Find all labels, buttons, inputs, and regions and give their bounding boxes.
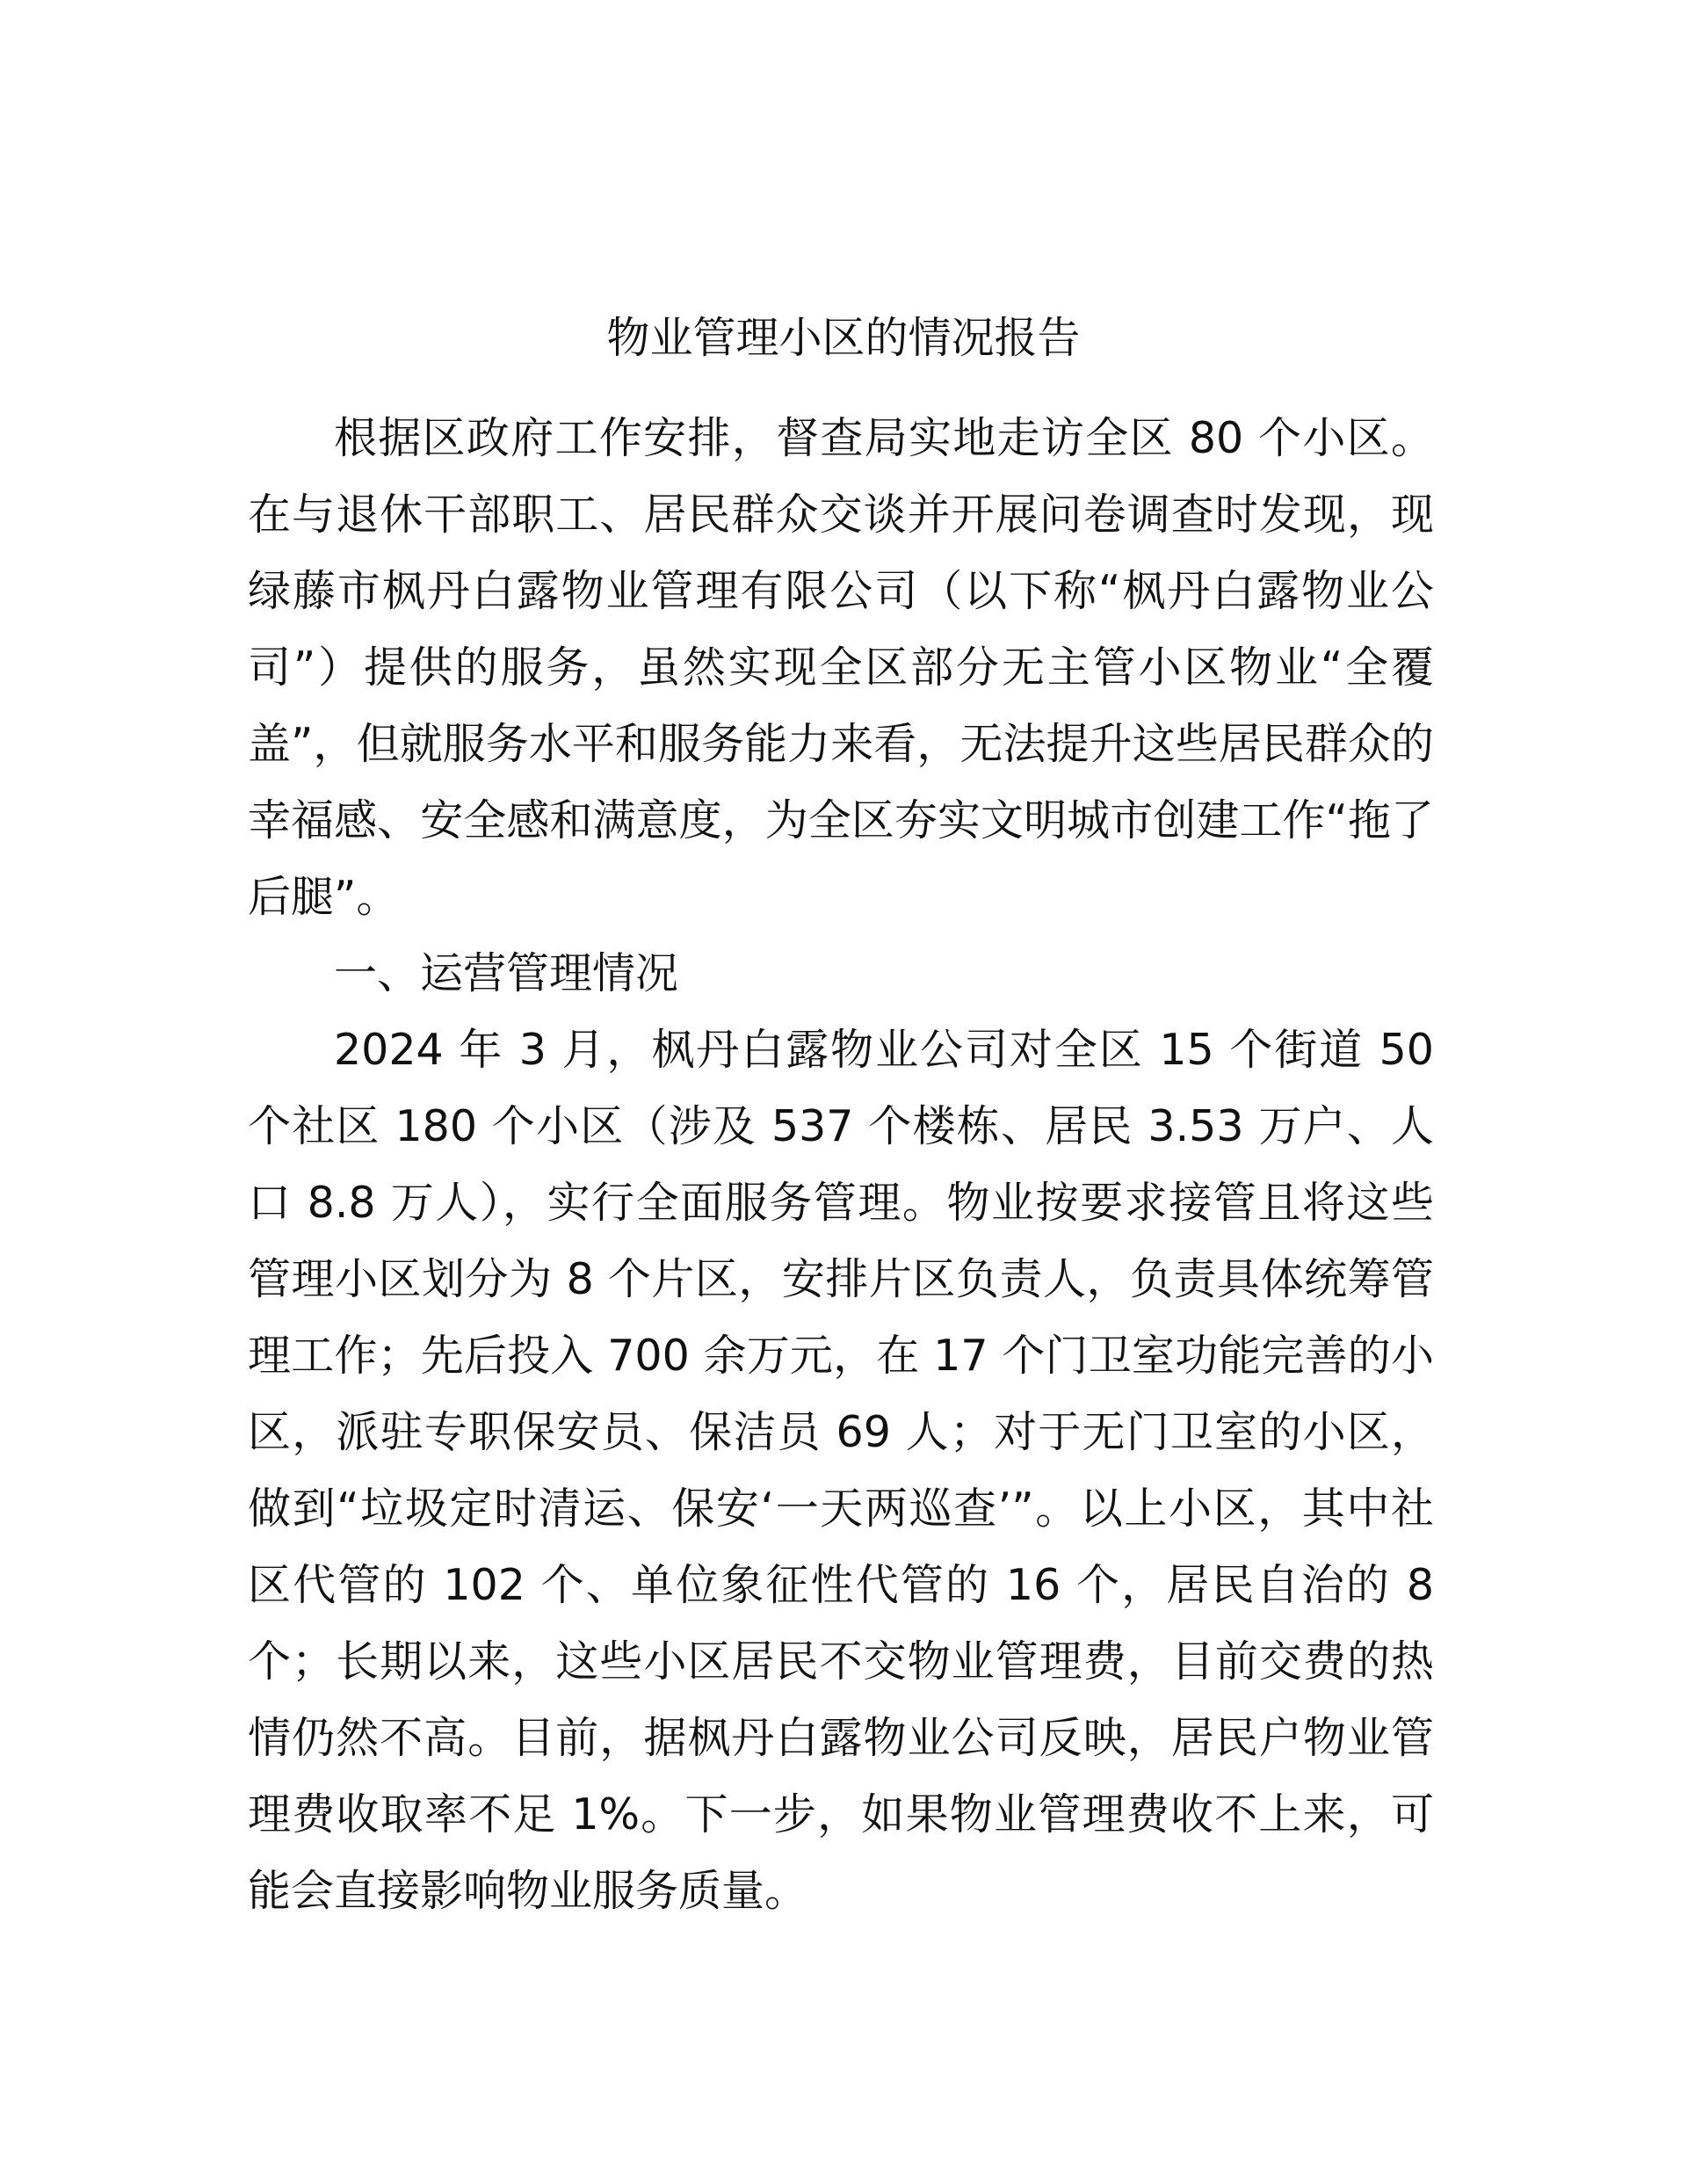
intro-paragraph: 根据区政府工作安排，督查局实地走访全区 80 个小区。在与退休干部职工、居民群众交谈并开展问卷调查时发现，现绿藤市枫丹白露物业管理有限公司（以下称“枫丹白露物业公司”）提供的服务，虽然实现全区部分无主管小区物业“全覆盖”，但就服务水平和服务能力来看，无法提升这些居民群众的幸福感、安全感和满意度，为全区夯实文明城市创建工作“拖了后腿”。 (248, 413, 1434, 922)
document-body (248, 400, 1434, 1929)
section-paragraph-operations: 2024 年 3 月，枫丹白露物业公司对全区 15 个街道 50 个社区 180 个小区（涉及 537 个楼栋、居民 3.53 万户、人口 8.8 万人），实行全面服务管理。物业按要求接管且将这些管理小区划分为 8 个片区，安排片区负责人，负责具体统筹管理工作；先后投入 700 余万元，在 17 个门卫室功能完善的小区，派驻专职保安员、保洁员 69 人；对于无门卫室的小区，做到“垃圾定时清运、保安‘一天两巡查’”。以上小区，其中社区代管的 102 个、单位象征性代管的 16 个，居民自治的 8 个；长期以来，这些小区居民不交物业管理费，目前交费的热情仍然不高。目前，据枫丹白露物业公司反映，居民户物业管理费收取率不足 1%。下一步，如果物业管理费收不上来，可能会直接影响物业服务质量。 (248, 1025, 1434, 1916)
document-title: 物业管理小区的情况报告 (606, 313, 1081, 363)
section-heading-operations: 一、运营管理情况 (334, 948, 679, 998)
